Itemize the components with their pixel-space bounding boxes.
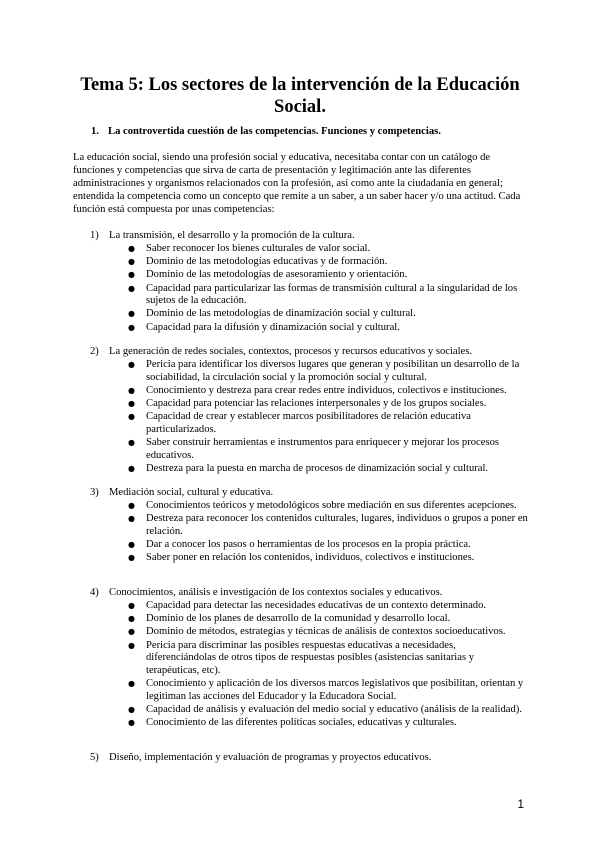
list-item: ● Dominio de las metodologías educativas y de formación. xyxy=(128,256,528,269)
section-heading-text: La controvertida cuestión de las competencias. Funciones y competencias. xyxy=(108,126,441,137)
list-item: ● Pericia para identificar los diversos lugares que generan y posibilitan un desarrollo de la sociabilidad, la circulación social y la promoción social y cultural. xyxy=(128,359,528,384)
list-item: ● Dominio de los planes de desarrollo de la comunidad y desarrollo local. xyxy=(128,613,528,626)
list-item: ● Pericia para discriminar las posibles respuestas educativas a necesidades, diferenciándolas de otros tipos de respuestas posibles (asistencias sanitarias y terapéuticas, etc). xyxy=(128,640,528,678)
function-title xyxy=(90,346,472,357)
function-title xyxy=(90,752,431,763)
list-item: ● Destreza para la puesta en marcha de procesos de dinamización social y cultural. xyxy=(128,463,528,476)
competency-list xyxy=(128,359,528,476)
section-number: 1. xyxy=(91,126,99,137)
function-number: 3) xyxy=(90,487,99,498)
list-item: ● Capacidad de crear y establecer marcos posibilitadores de relación educativa particularizados. xyxy=(128,411,528,436)
list-item: ● Saber poner en relación los contenidos, individuos, colectivos e instituciones. xyxy=(128,552,528,565)
list-item: ● Conocimiento de las diferentes políticas sociales, educativas y culturales. xyxy=(128,717,528,730)
list-item: ● Conocimiento y destreza para crear redes entre individuos, colectivos e instituciones. xyxy=(128,385,528,398)
list-item: ● Dar a conocer los pasos o herramientas de los procesos en la propia práctica. xyxy=(128,539,528,552)
competency-list xyxy=(128,500,528,565)
page-title: Tema 5: Los sectores de la intervención de la Educación Social. xyxy=(80,75,520,117)
list-item: ● Capacidad para particularizar las formas de transmisión cultural a la singularidad de los sujetos de la educación. xyxy=(128,283,528,308)
function-title-text: Mediación social, cultural y educativa. xyxy=(109,487,274,498)
list-item: ● Conocimientos teóricos y metodológicos sobre mediación en sus diferentes acepciones. xyxy=(128,500,528,513)
function-title xyxy=(90,230,355,241)
function-title xyxy=(90,487,273,498)
intro-paragraph: La educación social, siendo una profesión social y educativa, necesitaba contar con un catálogo de funciones y competencias que sirva de carta de presentación y legitimación ante las diferentes administraciones y organismos relacionados con la profesión, así como ante la ciudadanía en general; entendida la competencia como un concepto que remite a un saber, a un saber hacer y/o una actitud. Cada función está compuesta por unas competencias: xyxy=(73,152,521,215)
function-title xyxy=(90,587,442,598)
function-number: 1) xyxy=(90,230,99,241)
page-number: 1 xyxy=(517,797,524,811)
function-title-text: La transmisión, el desarrollo y la promoción de la cultura. xyxy=(109,230,355,241)
list-item: ● Capacidad de análisis y evaluación del medio social y educativo (análisis de la realidad). xyxy=(128,704,528,717)
function-title-text: La generación de redes sociales, contextos, procesos y recursos educativos y sociales. xyxy=(109,346,473,357)
list-item: ● Capacidad para detectar las necesidades educativas de un contexto determinado. xyxy=(128,600,528,613)
list-item: ● Dominio de las metodologías de dinamización social y cultural. xyxy=(128,308,528,321)
competency-list xyxy=(128,600,528,730)
list-item: ● Dominio de las metodologías de asesoramiento y orientación. xyxy=(128,269,528,282)
list-item: ● Destreza para reconocer los contenidos culturales, lugares, individuos o grupos a poner en relación. xyxy=(128,513,528,538)
function-number: 2) xyxy=(90,346,99,357)
list-item: ● Capacidad para la difusión y dinamización social y cultural. xyxy=(128,322,528,335)
list-item: ● Dominio de métodos, estrategias y técnicas de análisis de contextos socioeducativos. xyxy=(128,626,528,639)
list-item: ● Saber reconocer los bienes culturales de valor social. xyxy=(128,243,528,256)
function-number: 5) xyxy=(90,752,99,763)
section-heading xyxy=(91,126,441,137)
function-title-text: Diseño, implementación y evaluación de programas y proyectos educativos. xyxy=(109,752,432,763)
list-item: ● Capacidad para potenciar las relaciones interpersonales y de los grupos sociales. xyxy=(128,398,528,411)
function-number: 4) xyxy=(90,587,99,598)
list-item: ● Conocimiento y aplicación de los diversos marcos legislativos que posibilitan, orientan y legitiman las acciones del Educador y la Educadora Social. xyxy=(128,678,528,703)
list-item: ● Saber construir herramientas e instrumentos para enriquecer y mejorar los procesos educativos. xyxy=(128,437,528,462)
function-title-text: Conocimientos, análisis e investigación de los contextos sociales y educativos. xyxy=(109,587,443,598)
competency-list xyxy=(128,243,528,335)
